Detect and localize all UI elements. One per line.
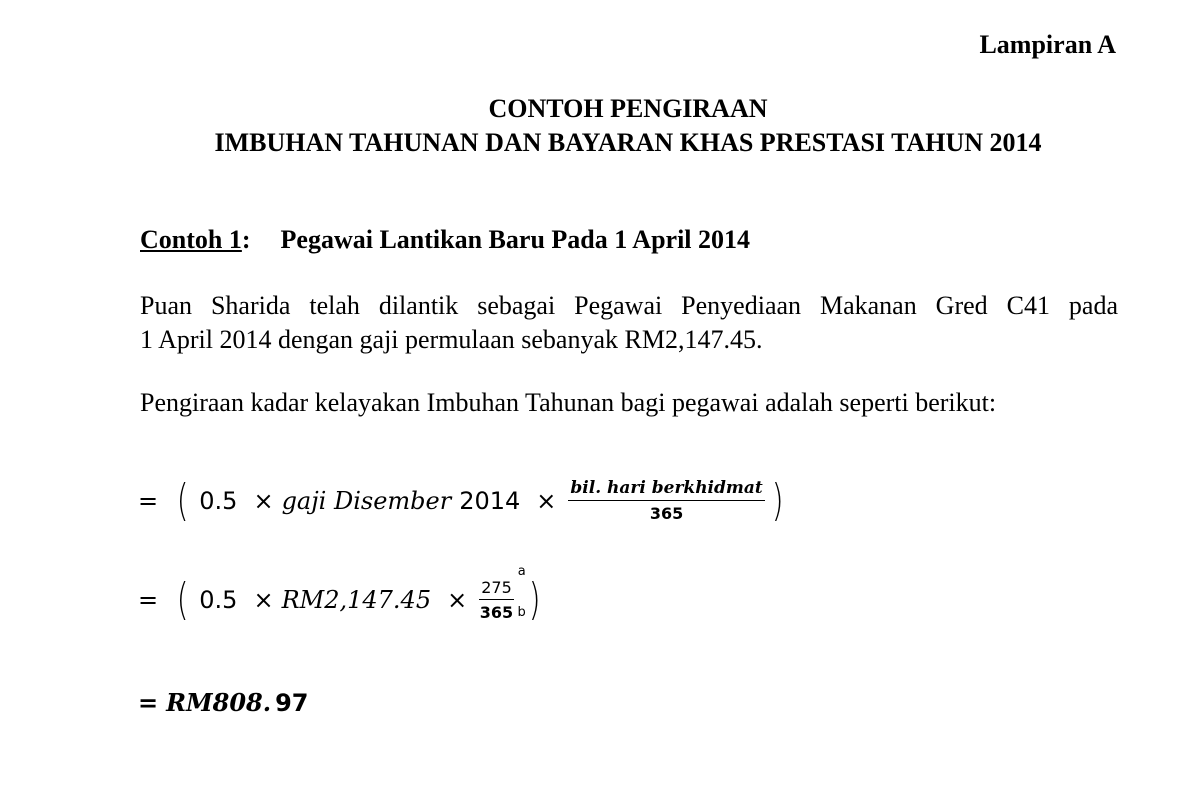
open-paren: ( bbox=[176, 474, 189, 526]
formula-result bbox=[138, 688, 308, 717]
times-sign: × bbox=[253, 586, 274, 614]
factor-half: 0.5 bbox=[199, 486, 238, 515]
example-colon: : bbox=[241, 225, 251, 254]
times-sign: × bbox=[253, 486, 274, 515]
result-amount: RM808. bbox=[166, 688, 272, 717]
formula-substituted bbox=[138, 564, 543, 625]
footnote-marker-b: b bbox=[517, 605, 526, 620]
footnote-marker-a: a bbox=[517, 564, 526, 579]
times-sign: × bbox=[536, 486, 557, 515]
document-title-line1: CONTOH PENGIRAAN bbox=[488, 94, 768, 123]
close-paren: ) bbox=[528, 574, 541, 625]
example-title: Pegawai Lantikan Baru Pada 1 April 2014 bbox=[280, 225, 751, 254]
fraction-275-365 bbox=[479, 564, 526, 622]
year-term: 2014 bbox=[459, 486, 521, 515]
gaji-term: gaji Disember bbox=[281, 486, 452, 515]
paragraph-appointment bbox=[140, 289, 1118, 357]
fraction-numerator: bil. hari berkhidmat bbox=[568, 478, 764, 501]
equals-sign: = bbox=[138, 688, 159, 717]
close-paren: ) bbox=[771, 474, 784, 526]
annex-label: Lampiran A bbox=[979, 30, 1116, 59]
fraction-numerator: 275 bbox=[479, 578, 514, 600]
example-heading bbox=[140, 225, 750, 255]
example-label: Contoh 1 bbox=[140, 225, 242, 254]
factor-half: 0.5 bbox=[199, 586, 238, 614]
formula-general bbox=[138, 474, 786, 526]
fraction-denominator: 365 bbox=[479, 603, 514, 622]
paragraph-line-1: Puan Sharida telah dilantik sebagai Pegawai Penyediaan Makanan Gred C41 pada bbox=[140, 291, 1118, 320]
equals-sign: = bbox=[138, 486, 159, 515]
document-title-line2: IMBUHAN TAHUNAN DAN BAYARAN KHAS PRESTASI TAHUN 2014 bbox=[214, 128, 1042, 157]
times-sign: × bbox=[447, 586, 468, 614]
equals-sign: = bbox=[138, 586, 159, 614]
fraction-days bbox=[568, 478, 764, 523]
fraction-denominator: 365 bbox=[649, 504, 684, 523]
open-paren: ( bbox=[176, 574, 189, 625]
salary-value: RM2,147.45 bbox=[281, 586, 432, 614]
paragraph-calculation-intro: Pengiraan kadar kelayakan Imbuhan Tahunan bagi pegawai adalah seperti berikut: bbox=[140, 388, 997, 417]
result-cents: 97 bbox=[275, 688, 309, 717]
paragraph-line-2: 1 April 2014 dengan gaji permulaan sebanyak RM2,147.45. bbox=[140, 325, 763, 354]
